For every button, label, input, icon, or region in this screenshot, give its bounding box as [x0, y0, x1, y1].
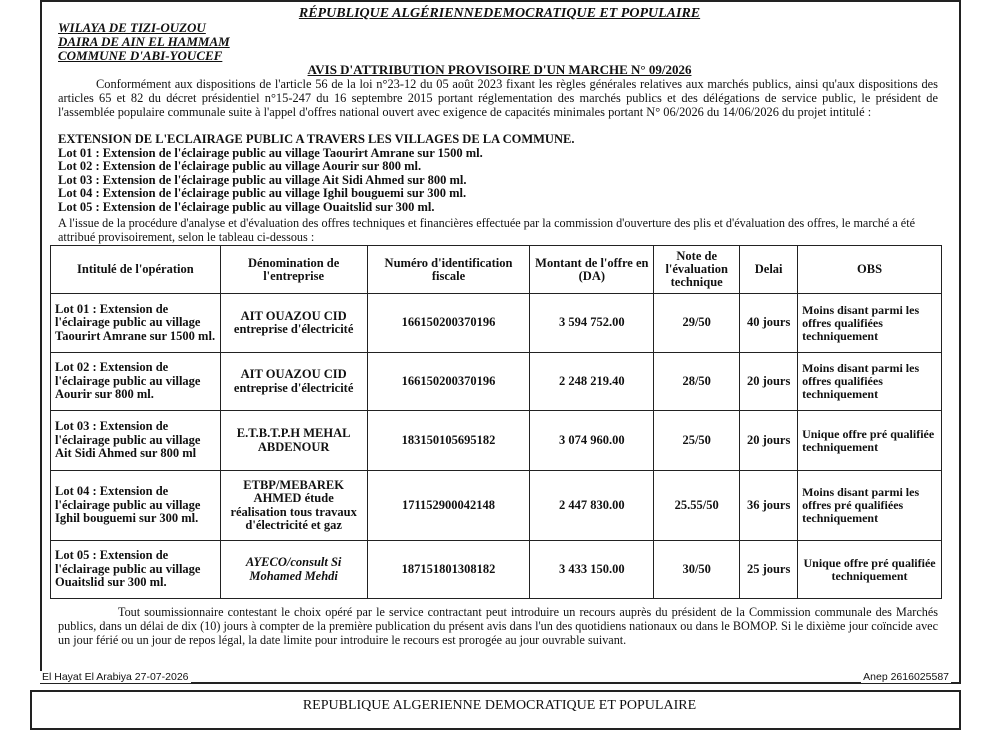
commune-label: COMMUNE D'ABI-YOUCEF: [58, 48, 223, 63]
award-table: [50, 245, 942, 599]
cell-note: 25.55/50: [654, 471, 740, 541]
cell-montant: 3 074 960.00: [530, 411, 654, 471]
col-header-delai: Delai: [740, 246, 798, 294]
republic-title: RÉPUBLIQUE ALGÉRIENNEDEMOCRATIQUE ET POPULAIRE: [298, 6, 701, 21]
table-row: [51, 294, 942, 353]
next-notice-title: REPUBLIQUE ALGERIENNE DEMOCRATIQUE ET POPULAIRE: [302, 698, 697, 713]
table-row: [51, 353, 942, 411]
cell-montant: 3 594 752.00: [530, 294, 654, 353]
table-row: [51, 411, 942, 471]
cell-delai: 20 jours: [740, 411, 798, 471]
cell-entreprise: E.T.B.T.P.H MEHAL ABDENOUR: [220, 411, 367, 471]
source-anep: Anep 2616025587: [863, 671, 949, 683]
table-header-row: [51, 246, 942, 294]
cell-operation: Lot 02 : Extension de l'éclairage public au village Aourir sur 800 ml.: [51, 353, 221, 411]
cell-nif: 171152900042148: [367, 471, 530, 541]
cell-delai: 40 jours: [740, 294, 798, 353]
cell-note: 29/50: [654, 294, 740, 353]
cell-obs: Unique offre pré qualifiée techniquement: [798, 411, 942, 471]
cell-obs: Unique offre pré qualifiée techniquement: [798, 541, 942, 599]
lot-item: Lot 03 : Extension de l'éclairage public au village Ait Sidi Ahmed sur 800 ml.: [58, 172, 467, 187]
lot-item: Lot 02 : Extension de l'éclairage public au village Aourir sur 800 ml.: [58, 159, 422, 174]
daira-label: DAIRA DE AIN EL HAMMAM: [58, 34, 230, 49]
cell-note: 25/50: [654, 411, 740, 471]
lot-item: Lot 05 : Extension de l'éclairage public au village Ouaitslid sur 300 ml.: [58, 199, 435, 214]
intro-text: Conformément aux dispositions de l'article 56 de la loi n°23-12 du 05 août 2023 fixant les règles générales relatives aux marchés publics, ainsi qu'aux dispositions des articles 65 et 82 du décret présidentiel n°15-247 du 16 septembre 2015 portant réglementation des marchés publics et des délégations de service public, le président de l'assemblée populaire communale suite à l'appel d'offres national ouvert avec exigence de capacités minimales portant N° 06/2026 du 14/06/2026 du projet intitulé :: [58, 77, 938, 119]
cell-operation: Lot 04 : Extension de l'éclairage public au village Ighil bouguemi sur 300 ml.: [51, 471, 221, 541]
table-row: [51, 471, 942, 541]
cell-operation: Lot 01 : Extension de l'éclairage public au village Taourirt Amrane sur 1500 ml.: [51, 294, 221, 353]
cell-entreprise: AIT OUAZOU CID entreprise d'électricité: [220, 353, 367, 411]
cell-operation: Lot 05 : Extension de l'éclairage public au village Ouaitslid sur 300 ml.: [51, 541, 221, 599]
col-header-entreprise: Dénomination de l'entreprise: [220, 246, 367, 294]
appeal-text: Tout soumissionnaire contestant le choix opéré par le service contractant peut introduire un recours auprès du président de la Commission communale des Marchés publics, dans un délai de dix (10) jours à compter de la première publication du présent avis dans l'un des quotidiens nationaux ou dans le BOMOP. Si le dixième jour coïncide avec un jour férié ou un jour de repos légal, la date limite pour introduire le recours est prorogée au jour ouvrable suivant.: [58, 605, 938, 647]
cell-note: 30/50: [654, 541, 740, 599]
lot-item: Lot 01 : Extension de l'éclairage public au village Taourirt Amrane sur 1500 ml.: [58, 145, 483, 160]
cell-delai: 36 jours: [740, 471, 798, 541]
col-header-obs: OBS: [798, 246, 942, 294]
cell-nif: 166150200370196: [367, 353, 530, 411]
cell-nif: 187151801308182: [367, 541, 530, 599]
intro-paragraph: [58, 77, 938, 119]
col-header-montant: Montant de l'offre en (DA): [530, 246, 654, 294]
cell-obs: Moins disant parmi les offres qualifiées techniquement: [798, 294, 942, 353]
cell-note: 28/50: [654, 353, 740, 411]
cell-nif: 183150105695182: [367, 411, 530, 471]
cell-obs: Moins disant parmi les offres qualifiées techniquement: [798, 353, 942, 411]
col-header-nif: Numéro d'identification fiscale: [367, 246, 530, 294]
cell-montant: 2 447 830.00: [530, 471, 654, 541]
evaluation-paragraph: A l'issue de la procédure d'analyse et d'évaluation des offres techniques et financières effectuée par la commission d'ouverture des plis et d'évaluation des offres, le marché a été attribué provisoirement, selon le tableau ci-dessous :: [58, 216, 916, 244]
cell-obs: Moins disant parmi les offres pré qualifiées techniquement: [798, 471, 942, 541]
cell-montant: 2 248 219.40: [530, 353, 654, 411]
cell-entreprise: AIT OUAZOU CID entreprise d'électricité: [220, 294, 367, 353]
wilaya-label: WILAYA DE TIZI-OUZOU: [58, 20, 206, 35]
appeal-paragraph: [58, 605, 938, 647]
source-newspaper: El Hayat El Arabiya 27-07-2026: [42, 671, 189, 683]
cell-entreprise: ETBP/MEBAREK AHMED étude réalisation tous travaux d'électricité et gaz: [220, 471, 367, 541]
project-title: EXTENSION DE L'ECLAIRAGE PUBLIC A TRAVERS LES VILLAGES DE LA COMMUNE.: [58, 132, 575, 146]
col-header-operation: Intitulé de l'opération: [51, 246, 221, 294]
cell-delai: 20 jours: [740, 353, 798, 411]
cell-delai: 25 jours: [740, 541, 798, 599]
lots-list: [58, 133, 574, 215]
cell-montant: 3 433 150.00: [530, 541, 654, 599]
table-row: [51, 541, 942, 599]
avis-title: AVIS D'ATTRIBUTION PROVISOIRE D'UN MARCHE N° 09/2026: [307, 62, 692, 77]
cell-nif: 166150200370196: [367, 294, 530, 353]
col-header-note: Note de l'évaluation technique: [654, 246, 740, 294]
cell-entreprise: AYECO/consult Si Mohamed Mehdi: [220, 541, 367, 599]
cell-operation: Lot 03 : Extension de l'éclairage public au village Ait Sidi Ahmed sur 800 ml: [51, 411, 221, 471]
lot-item: Lot 04 : Extension de l'éclairage public au village Ighil bouguemi sur 300 ml.: [58, 186, 467, 201]
